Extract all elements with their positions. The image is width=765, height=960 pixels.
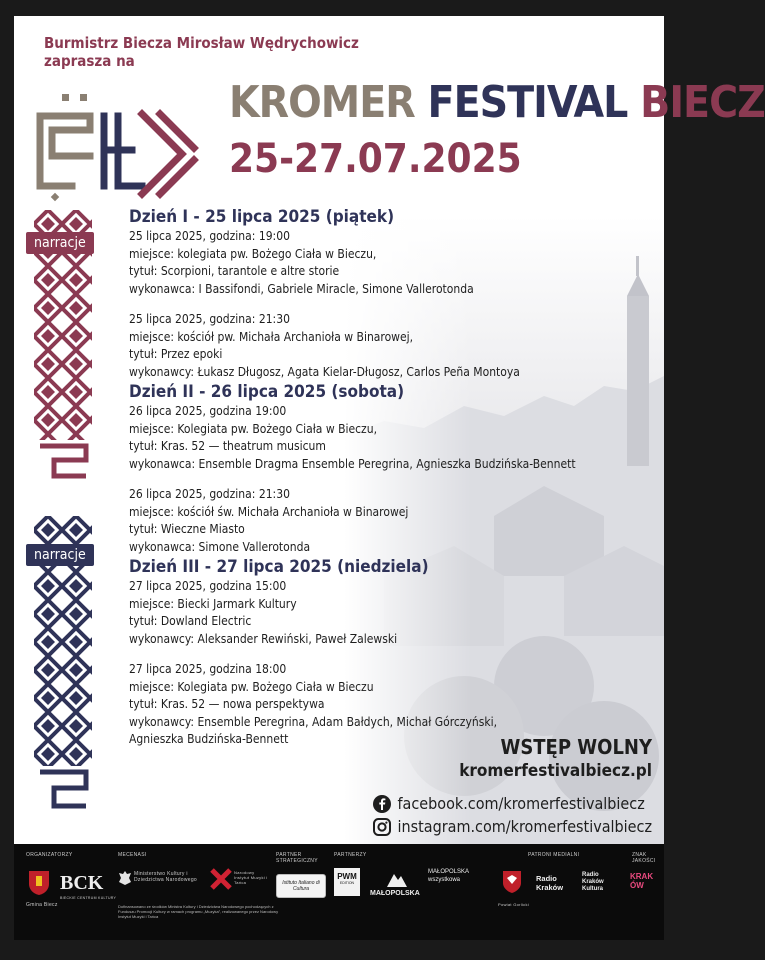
gmina-label: Gmina Biecz: [26, 902, 58, 908]
poster: [14, 16, 765, 844]
invite-line-2: zaprasza na: [44, 52, 135, 70]
media-patrons-label: PATRONI MEDIALNI: [528, 852, 580, 858]
event-line: tytuł: Scorpioni, tarantole e altre storie: [129, 264, 340, 278]
event-line: 27 lipca 2025, godzina 15:00: [129, 579, 287, 593]
spacer: [129, 648, 649, 661]
event-line: miejsce: Kolegiata pw. Bożego Ciała w Bieczu: [129, 679, 374, 694]
invite-line-1: Burmistrz Biecza Mirosław Wędrychowicz: [44, 34, 359, 52]
malopolska-logo: MAŁOPOLSKA: [370, 890, 420, 897]
instagram-row[interactable]: [373, 815, 652, 838]
festival-title: [229, 78, 765, 128]
facebook-row[interactable]: [373, 792, 652, 815]
event-line: wykonawca: Ensemble Dragma Ensemble Peregrina, Agnieszka Budzińska-Bennett: [129, 456, 576, 471]
event-line: tytuł: Wieczne Miasto: [129, 522, 245, 536]
website-link[interactable]: kromerfestivalbiecz.pl: [459, 761, 652, 781]
event-line: wykonawcy: Ensemble Peregrina, Adam Bałdych, Michał Górczyński,: [129, 714, 498, 729]
invitation-text: [44, 34, 359, 70]
event-line: wykonawcy: Łukasz Długosz, Agata Kielar-Długosz, Carlos Peña Montoya: [129, 364, 520, 379]
event-line: miejsce: kościół św. Michała Archanioła w Binarowej: [129, 504, 409, 519]
admission-info: [459, 734, 652, 782]
event-entry: [129, 578, 649, 648]
event-line: tytuł: Przez epoki: [129, 347, 223, 361]
malopolska-mountain-icon: [386, 870, 408, 888]
krakow-quality-mark: [630, 872, 658, 900]
pwm-text: PWM: [337, 872, 357, 881]
event-entry: [129, 403, 649, 473]
event-line: tytuł: Kras. 52 — nowa perspektywa: [129, 697, 325, 711]
event-entry: [129, 228, 649, 298]
ministry-name: Ministerstwo Kultury i Dziedzictwa Narodowego: [134, 871, 198, 883]
event-line: 26 lipca 2025, godzina 19:00: [129, 404, 287, 418]
powiat-crest-icon: [502, 870, 522, 894]
powiat-label: Powiat Gorlicki: [498, 902, 529, 907]
strategic-partner-label: PARTNER STRATEGICZNY: [276, 852, 318, 864]
narracje-tag-top: narracje: [26, 232, 94, 254]
pwm-sub: EDITION: [339, 881, 355, 885]
spacer: [129, 473, 649, 486]
event-entry: [129, 486, 649, 556]
event-line: miejsce: kościół pw. Michała Archanioła w Binarowej,: [129, 329, 414, 344]
event-line: 25 lipca 2025, godzina: 21:30: [129, 312, 290, 326]
facebook-link[interactable]: facebook.com/kromerfestivalbiecz: [397, 794, 645, 813]
event-line: miejsce: kolegiata pw. Bożego Ciała w Bieczu,: [129, 246, 377, 261]
title-kromer: KROMER: [229, 77, 415, 128]
istituto-name: Istituto Italiano di Cultura: [282, 880, 320, 892]
instagram-link[interactable]: instagram.com/kromerfestivalbiecz: [397, 817, 652, 836]
eagle-emblem-icon: [118, 870, 132, 886]
day-heading: Dzień II - 26 lipca 2025 (sobota): [129, 382, 405, 402]
event-line: 26 lipca 2025, godzina: 21:30: [129, 487, 290, 501]
spacer: [129, 298, 649, 311]
radio-krakow-logo: Radio Kraków: [536, 874, 564, 892]
gmina-biecz-crest-icon: [28, 870, 50, 896]
malopolska-wszystkowa-logo: MAŁOPOLSKA wszystkowa: [428, 869, 469, 883]
event-line: Agnieszka Budzińska-Bennett: [129, 732, 289, 746]
facebook-icon: [373, 795, 391, 813]
event-line: tytuł: Dowland Electric: [129, 614, 252, 628]
partners-label: PARTNERZY: [334, 852, 367, 858]
sponsors-footer: [14, 844, 664, 940]
istituto-logo: [276, 874, 326, 898]
pwm-logo: [334, 868, 360, 896]
bck-logo: BCK: [60, 872, 104, 894]
event-entry: [129, 311, 649, 381]
event-line: tytuł: Kras. 52 — theatrum musicum: [129, 439, 326, 453]
nimit-name: Narodowy Instytut Muzyki i Tańca: [234, 870, 268, 885]
radio-krakow-kultura-logo: Radio Kraków Kultura: [582, 872, 604, 892]
social-links: [373, 792, 652, 838]
event-line: miejsce: Biecki Jarmark Kultury: [129, 596, 297, 611]
event-line: 25 lipca 2025, godzina: 19:00: [129, 229, 290, 243]
event-line: wykonawca: Simone Vallerotonda: [129, 539, 311, 554]
title-festival: FESTIVAL: [427, 77, 628, 128]
quality-label: ZNAK JAKOŚCI: [632, 852, 656, 864]
event-line: wykonawcy: Aleksander Rewiński, Paweł Zalewski: [129, 631, 398, 646]
bck-subtitle: BIECKIE CENTRUM KULTURY: [60, 896, 117, 900]
instagram-icon: [373, 818, 391, 836]
festival-logo-icon: [32, 86, 202, 206]
event-line: wykonawca: I Bassifondi, Gabriele Miracle, Simone Vallerotonda: [129, 281, 474, 296]
day-heading: Dzień I - 25 lipca 2025 (piątek): [129, 207, 395, 227]
programme: [129, 206, 649, 749]
organizers-label: ORGANIZATORZY: [26, 852, 73, 858]
event-line: 27 lipca 2025, godzina 18:00: [129, 662, 287, 676]
event-line: miejsce: Kolegiata pw. Bożego Ciała w Bieczu,: [129, 421, 377, 436]
day-heading: Dzień III - 27 lipca 2025 (niedziela): [129, 557, 429, 577]
krakow-quality-text: KRAKÓW: [630, 872, 654, 890]
nimit-logo-icon: [210, 868, 232, 890]
festival-dates: 25-27.07.2025: [229, 136, 522, 182]
mecenasi-label: MECENASI: [118, 852, 147, 858]
title-biecz: BIECZ: [640, 77, 765, 128]
free-entry-text: WSTĘP WOLNY: [500, 735, 652, 759]
funding-note: Dofinansowano ze środków Ministra Kultury i Dziedzictwa Narodowego pochodzących z Funduszu Promocji Kultury w ramach programu „Muzyka”, realizowanego przez Narodowy Instytut Muzyki i Tańca: [118, 904, 279, 919]
narracje-tag-bottom: narracje: [26, 544, 94, 566]
